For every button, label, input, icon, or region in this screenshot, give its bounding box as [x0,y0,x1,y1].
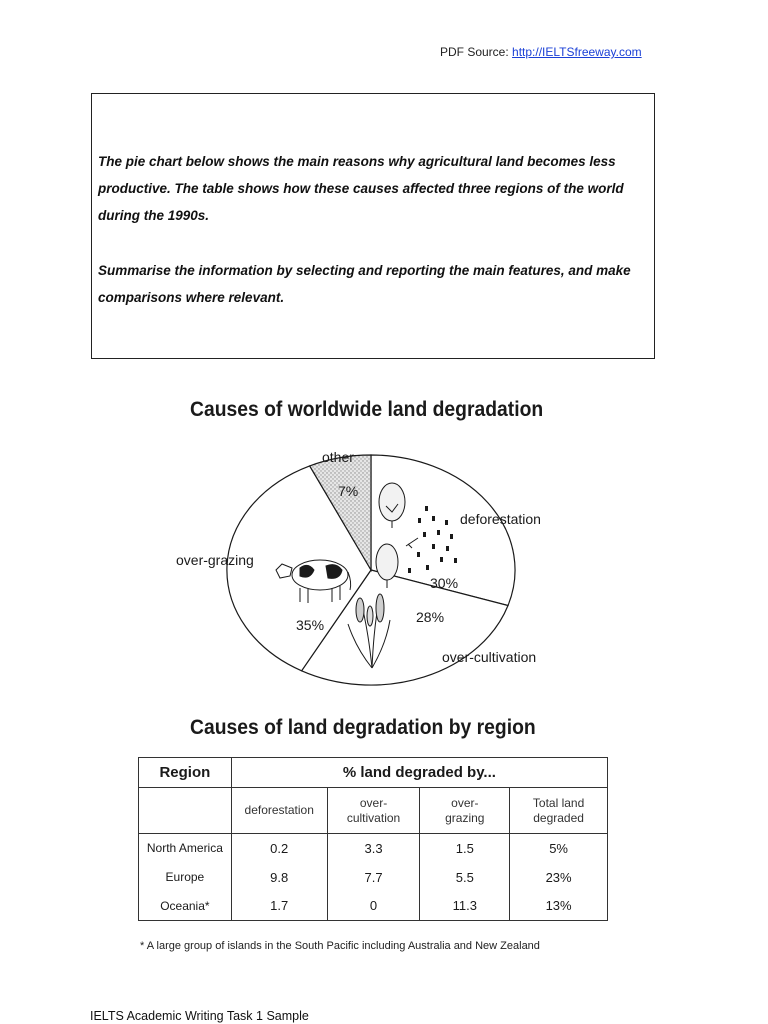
table-row [139,863,608,892]
pie-value-over-grazing: 35% [296,617,325,633]
table-title: Causes of land degradation by region [190,716,536,739]
task-box [91,93,655,359]
pie-label-deforestation: deforestation [460,511,541,527]
table-cell: 1.5 [420,834,510,863]
table-cell: 11.3 [420,892,510,921]
table-footnote: * A large group of islands in the South Pacific including Australia and New Zealand [140,940,540,952]
table-cell: 0.2 [231,834,327,863]
region-subheader-cell [139,788,232,834]
pdf-source [440,45,642,59]
table-cell: 7.7 [327,863,420,892]
pie-label-over-grazing: over-grazing [176,552,254,568]
pie-label-over-cultivation: over-cultivation [442,649,537,665]
table-row [139,892,608,921]
table-cell: 0 [327,892,420,921]
pie-value-over-cultivation: 28% [416,609,445,625]
group-header: % land degraded by... [231,758,607,788]
pie-chart-title: Causes of worldwide land degradation [190,398,544,421]
task-paragraph-2: Summarise the information by selecting and reporting the main features, and make comparisons where relevant. [98,263,631,305]
row-region: Oceania* [139,892,232,921]
task-paragraph-1: The pie chart below shows the main reasons why agricultural land becomes less productive. The table shows how these causes affected three regions of the world during the 1990s. [98,154,624,223]
region-header: Region [139,758,232,788]
table-row [139,834,608,863]
table-cell: 5.5 [420,863,510,892]
pie-chart [150,440,590,700]
column-header: Total land degraded [510,788,608,834]
pie-value-deforestation: 30% [430,575,459,591]
row-region: North America [139,834,232,863]
column-header: deforestation [231,788,327,834]
page-footer: IELTS Academic Writing Task 1 Sample [90,1009,309,1023]
pie-label-other: other [322,449,354,465]
region-table [138,757,608,921]
source-link[interactable]: http://IELTSfreeway.com [512,45,642,59]
table-cell: 13% [510,892,608,921]
table-cell: 3.3 [327,834,420,863]
table-cell: 9.8 [231,863,327,892]
table-cell: 1.7 [231,892,327,921]
table-cell: 23% [510,863,608,892]
column-header: over- cultivation [327,788,420,834]
pie-value-other: 7% [338,483,359,499]
row-region: Europe [139,863,232,892]
column-header: over- grazing [420,788,510,834]
table-cell: 5% [510,834,608,863]
pdf-source-prefix: PDF Source: [440,45,513,59]
